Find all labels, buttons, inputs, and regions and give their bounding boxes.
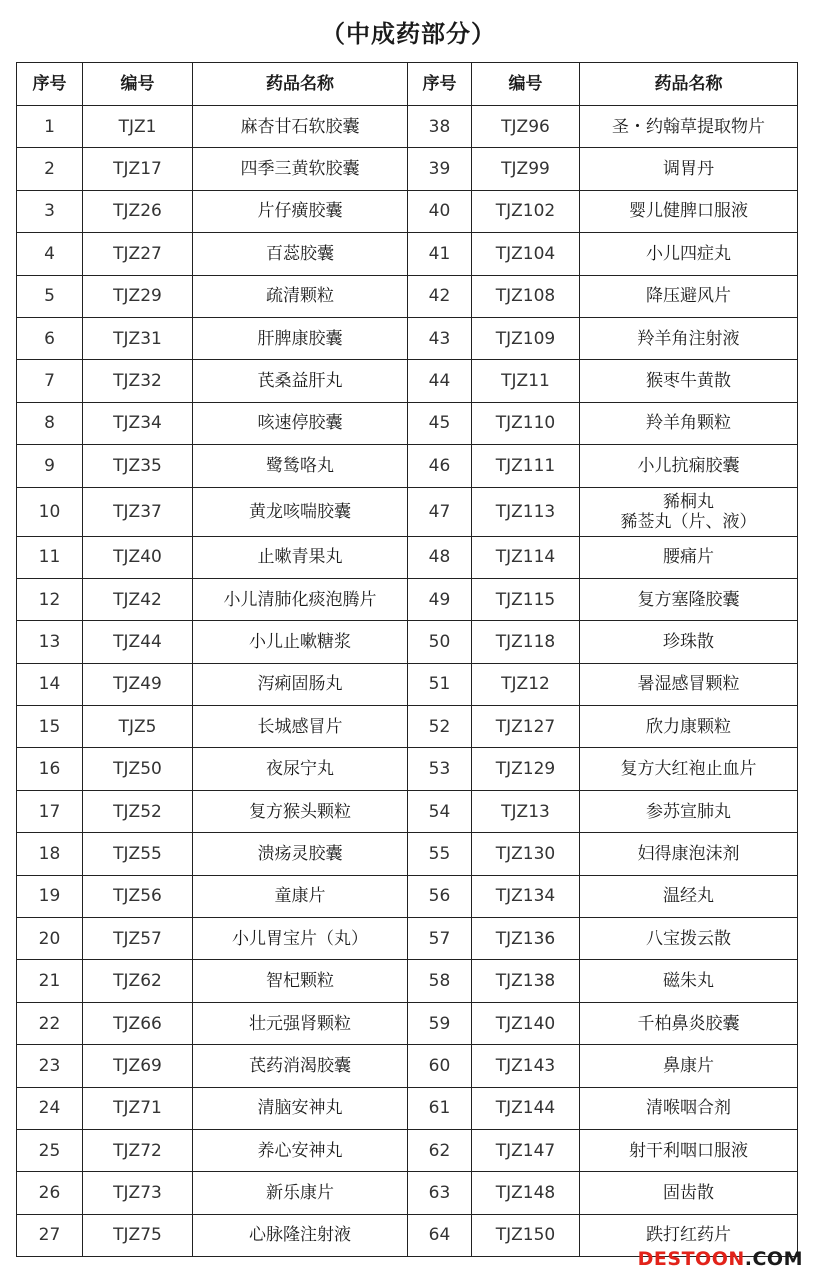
drug-name-cell	[193, 621, 408, 663]
table-row	[17, 578, 798, 620]
drug-name-line: 磁朱丸	[663, 971, 714, 992]
code-cell: TJZ96	[472, 106, 580, 148]
drug-name-cell	[580, 275, 798, 317]
drug-name-line: 小儿抗痫胶囊	[637, 455, 740, 476]
code-cell: TJZ150	[472, 1214, 580, 1256]
drug-name-line: 鹭鸶咯丸	[266, 455, 334, 476]
seq-cell: 64	[408, 1214, 472, 1256]
header-seq: 序号	[408, 63, 472, 106]
drug-name-cell	[580, 1087, 798, 1129]
drug-name-line: 小儿止嗽糖浆	[249, 631, 351, 652]
seq-cell: 16	[17, 748, 83, 790]
code-cell: TJZ13	[472, 790, 580, 832]
drug-name-cell	[580, 1129, 798, 1171]
code-cell: TJZ108	[472, 275, 580, 317]
drug-name-line: 芪药消渴胶囊	[249, 1055, 351, 1076]
seq-cell: 42	[408, 275, 472, 317]
drug-name-line: 小儿胃宝片（丸）	[232, 928, 368, 949]
code-cell: TJZ147	[472, 1129, 580, 1171]
drug-name-line: 新乐康片	[266, 1183, 334, 1204]
drug-name-line: 童康片	[274, 886, 326, 907]
drug-name-cell	[580, 148, 798, 190]
table-row	[17, 1045, 798, 1087]
seq-cell: 39	[408, 148, 472, 190]
drug-name-cell	[580, 536, 798, 578]
seq-cell: 17	[17, 790, 83, 832]
drug-name-line: 欣力康颗粒	[646, 716, 731, 737]
drug-name-cell	[580, 663, 798, 705]
drug-name-line: 疏清颗粒	[266, 286, 334, 307]
seq-cell: 19	[17, 875, 83, 917]
seq-cell: 3	[17, 190, 83, 232]
drug-name-cell	[580, 106, 798, 148]
code-cell: TJZ118	[472, 621, 580, 663]
seq-cell: 49	[408, 578, 472, 620]
seq-cell: 25	[17, 1129, 83, 1171]
seq-cell: 12	[17, 578, 83, 620]
header-code: 编号	[472, 63, 580, 106]
code-cell: TJZ115	[472, 578, 580, 620]
table-row	[17, 1087, 798, 1129]
drug-name-line: 羚羊角注射液	[637, 328, 740, 349]
table-row	[17, 960, 798, 1002]
seq-cell: 41	[408, 233, 472, 275]
drug-name-line: 腰痛片	[663, 547, 714, 568]
seq-cell: 46	[408, 445, 472, 487]
drug-name-cell	[193, 487, 408, 536]
drug-name-line: 止嗽青果丸	[257, 547, 343, 568]
table-row	[17, 148, 798, 190]
drug-name-cell	[580, 317, 798, 359]
drug-name-line: 复方塞隆胶囊	[637, 589, 740, 610]
seq-cell: 24	[17, 1087, 83, 1129]
drug-name-cell	[193, 663, 408, 705]
table-row	[17, 1002, 798, 1044]
drug-name-cell	[580, 621, 798, 663]
drug-name-line: 豨莶丸（片、液）	[620, 511, 757, 532]
drug-name-cell	[193, 360, 408, 402]
table-row	[17, 317, 798, 359]
drug-name-line: 射干利咽口服液	[629, 1140, 748, 1161]
code-cell: TJZ73	[83, 1172, 193, 1214]
code-cell: TJZ50	[83, 748, 193, 790]
drug-name-cell	[580, 190, 798, 232]
drug-name-cell	[580, 1002, 798, 1044]
drug-name-line: 溃疡灵胶囊	[257, 843, 343, 864]
code-cell: TJZ55	[83, 833, 193, 875]
drug-name-line: 八宝拨云散	[646, 928, 731, 949]
drug-name-cell	[193, 960, 408, 1002]
code-cell: TJZ42	[83, 578, 193, 620]
drug-name-cell	[193, 190, 408, 232]
seq-cell: 63	[408, 1172, 472, 1214]
drug-name-cell	[193, 1002, 408, 1044]
drug-name-line: 复方猴头颗粒	[249, 801, 351, 822]
code-cell: TJZ52	[83, 790, 193, 832]
table-row	[17, 536, 798, 578]
seq-cell: 52	[408, 706, 472, 748]
code-cell: TJZ56	[83, 875, 193, 917]
code-cell: TJZ26	[83, 190, 193, 232]
drug-name-cell	[193, 790, 408, 832]
code-cell: TJZ71	[83, 1087, 193, 1129]
drug-name-line: 降压避风片	[646, 286, 731, 307]
seq-cell: 8	[17, 402, 83, 444]
drug-name-cell	[580, 1045, 798, 1087]
drug-name-line: 复方大红袍止血片	[620, 759, 757, 780]
drug-name-cell	[193, 1172, 408, 1214]
table-row	[17, 106, 798, 148]
table-row	[17, 663, 798, 705]
table-row	[17, 445, 798, 487]
code-cell: TJZ109	[472, 317, 580, 359]
drug-name-cell	[580, 360, 798, 402]
code-cell: TJZ114	[472, 536, 580, 578]
drug-name-line: 泻痢固肠丸	[257, 674, 343, 695]
drug-name-line: 妇得康泡沫剂	[637, 843, 740, 864]
drug-name-line: 调胃丹	[663, 159, 714, 180]
drug-name-line: 婴儿健脾口服液	[629, 201, 748, 222]
code-cell: TJZ37	[83, 487, 193, 536]
table-header-row	[17, 63, 798, 106]
code-cell: TJZ69	[83, 1045, 193, 1087]
table-row	[17, 1172, 798, 1214]
drug-name-line: 百蕊胶囊	[266, 243, 334, 264]
header-name: 药品名称	[193, 63, 408, 106]
seq-cell: 2	[17, 148, 83, 190]
code-cell: TJZ138	[472, 960, 580, 1002]
drug-name-line: 小儿清肺化痰泡腾片	[223, 589, 377, 610]
seq-cell: 22	[17, 1002, 83, 1044]
drug-name-line: 咳速停胶囊	[257, 413, 343, 434]
seq-cell: 48	[408, 536, 472, 578]
seq-cell: 60	[408, 1045, 472, 1087]
seq-cell: 15	[17, 706, 83, 748]
drug-name-line: 片仔癀胶囊	[257, 201, 343, 222]
seq-cell: 10	[17, 487, 83, 536]
table-row	[17, 918, 798, 960]
code-cell: TJZ27	[83, 233, 193, 275]
seq-cell: 1	[17, 106, 83, 148]
seq-cell: 44	[408, 360, 472, 402]
seq-cell: 53	[408, 748, 472, 790]
seq-cell: 50	[408, 621, 472, 663]
drug-name-cell	[193, 233, 408, 275]
drug-name-line: 壮元强肾颗粒	[249, 1013, 351, 1034]
table-row	[17, 875, 798, 917]
code-cell: TJZ99	[472, 148, 580, 190]
code-cell: TJZ5	[83, 706, 193, 748]
drug-name-line: 珍珠散	[663, 631, 714, 652]
code-cell: TJZ40	[83, 536, 193, 578]
seq-cell: 20	[17, 918, 83, 960]
code-cell: TJZ1	[83, 106, 193, 148]
seq-cell: 38	[408, 106, 472, 148]
code-cell: TJZ12	[472, 663, 580, 705]
code-cell: TJZ57	[83, 918, 193, 960]
code-cell: TJZ136	[472, 918, 580, 960]
drug-name-line: 圣・约翰草提取物片	[612, 116, 765, 137]
drug-name-cell	[193, 833, 408, 875]
drug-name-cell	[580, 875, 798, 917]
drug-name-line: 长城感冒片	[257, 716, 343, 737]
seq-cell: 47	[408, 487, 472, 536]
drug-name-line: 温经丸	[663, 886, 714, 907]
table-row	[17, 748, 798, 790]
table-row	[17, 360, 798, 402]
drug-name-cell	[580, 1172, 798, 1214]
drug-name-cell	[193, 275, 408, 317]
seq-cell: 9	[17, 445, 83, 487]
code-cell: TJZ143	[472, 1045, 580, 1087]
code-cell: TJZ31	[83, 317, 193, 359]
seq-cell: 18	[17, 833, 83, 875]
table-row	[17, 190, 798, 232]
code-cell: TJZ49	[83, 663, 193, 705]
seq-cell: 55	[408, 833, 472, 875]
drug-name-line: 养心安神丸	[257, 1140, 343, 1161]
header-code: 编号	[83, 63, 193, 106]
code-cell: TJZ148	[472, 1172, 580, 1214]
drug-name-cell	[193, 706, 408, 748]
drug-name-line: 清喉咽合剂	[646, 1098, 731, 1119]
drug-name-cell	[580, 445, 798, 487]
seq-cell: 13	[17, 621, 83, 663]
code-cell: TJZ35	[83, 445, 193, 487]
drug-table	[16, 62, 798, 1257]
drug-name-cell	[580, 918, 798, 960]
drug-name-cell	[193, 1087, 408, 1129]
header-name: 药品名称	[580, 63, 798, 106]
table-row	[17, 487, 798, 536]
seq-cell: 62	[408, 1129, 472, 1171]
drug-name-cell	[580, 402, 798, 444]
seq-cell: 5	[17, 275, 83, 317]
seq-cell: 26	[17, 1172, 83, 1214]
drug-name-line: 麻杏甘石软胶囊	[240, 116, 360, 137]
seq-cell: 40	[408, 190, 472, 232]
drug-name-cell	[193, 578, 408, 620]
seq-cell: 11	[17, 536, 83, 578]
seq-cell: 7	[17, 360, 83, 402]
seq-cell: 27	[17, 1214, 83, 1256]
drug-name-cell	[193, 445, 408, 487]
seq-cell: 21	[17, 960, 83, 1002]
drug-name-line: 固齿散	[663, 1183, 714, 1204]
code-cell: TJZ129	[472, 748, 580, 790]
drug-name-cell	[580, 706, 798, 748]
code-cell: TJZ32	[83, 360, 193, 402]
code-cell: TJZ72	[83, 1129, 193, 1171]
drug-name-cell	[193, 875, 408, 917]
table-row	[17, 1129, 798, 1171]
drug-name-cell	[193, 1214, 408, 1256]
page-title: （中成药部分）	[321, 19, 496, 48]
drug-name-line: 猴枣牛黄散	[646, 371, 731, 392]
drug-name-line: 小儿四症丸	[646, 243, 731, 264]
code-cell: TJZ113	[472, 487, 580, 536]
table-row	[17, 233, 798, 275]
drug-name-line: 鼻康片	[663, 1055, 714, 1076]
seq-cell: 57	[408, 918, 472, 960]
drug-name-line: 羚羊角颗粒	[646, 413, 731, 434]
seq-cell: 56	[408, 875, 472, 917]
seq-cell: 45	[408, 402, 472, 444]
drug-name-line: 暑湿感冒颗粒	[637, 674, 740, 695]
code-cell: TJZ62	[83, 960, 193, 1002]
drug-name-cell	[193, 106, 408, 148]
code-cell: TJZ34	[83, 402, 193, 444]
drug-name-line: 跌打红药片	[646, 1225, 731, 1246]
code-cell: TJZ102	[472, 190, 580, 232]
table-row	[17, 833, 798, 875]
drug-name-cell	[580, 960, 798, 1002]
drug-name-line: 芪桑益肝丸	[257, 371, 343, 392]
code-cell: TJZ11	[472, 360, 580, 402]
seq-cell: 58	[408, 960, 472, 1002]
drug-name-cell	[193, 402, 408, 444]
drug-name-cell	[193, 317, 408, 359]
drug-name-cell	[580, 748, 798, 790]
code-cell: TJZ104	[472, 233, 580, 275]
drug-name-line: 四季三黄软胶囊	[240, 159, 360, 180]
seq-cell: 4	[17, 233, 83, 275]
code-cell: TJZ140	[472, 1002, 580, 1044]
code-cell: TJZ66	[83, 1002, 193, 1044]
drug-name-line: 清脑安神丸	[257, 1098, 343, 1119]
code-cell: TJZ134	[472, 875, 580, 917]
code-cell: TJZ17	[83, 148, 193, 190]
code-cell: TJZ111	[472, 445, 580, 487]
seq-cell: 54	[408, 790, 472, 832]
code-cell: TJZ110	[472, 402, 580, 444]
seq-cell: 23	[17, 1045, 83, 1087]
seq-cell: 51	[408, 663, 472, 705]
seq-cell: 43	[408, 317, 472, 359]
drug-name-cell	[580, 233, 798, 275]
table-row	[17, 621, 798, 663]
seq-cell: 14	[17, 663, 83, 705]
watermark-tld: .COM	[744, 1248, 803, 1270]
drug-name-cell	[193, 148, 408, 190]
code-cell: TJZ75	[83, 1214, 193, 1256]
seq-cell: 6	[17, 317, 83, 359]
drug-name-line: 肝脾康胶囊	[257, 328, 343, 349]
drug-name-cell	[193, 748, 408, 790]
drug-name-line: 参苏宣肺丸	[646, 801, 731, 822]
drug-name-cell	[193, 536, 408, 578]
drug-name-line: 豨桐丸	[663, 491, 714, 512]
drug-name-cell	[580, 833, 798, 875]
code-cell: TJZ127	[472, 706, 580, 748]
table-row	[17, 275, 798, 317]
code-cell: TJZ130	[472, 833, 580, 875]
table-row	[17, 790, 798, 832]
table-body	[17, 106, 798, 1257]
table-row	[17, 402, 798, 444]
drug-name-line: 心脉隆注射液	[249, 1225, 351, 1246]
drug-name-cell	[193, 1129, 408, 1171]
drug-name-line: 黄龙咳喘胶囊	[249, 501, 351, 522]
seq-cell: 59	[408, 1002, 472, 1044]
drug-name-line: 智杞颗粒	[266, 971, 334, 992]
drug-name-line: 夜尿宁丸	[266, 759, 334, 780]
code-cell: TJZ29	[83, 275, 193, 317]
header-seq: 序号	[17, 63, 83, 106]
code-cell: TJZ44	[83, 621, 193, 663]
watermark-logo	[638, 1248, 803, 1270]
table-row	[17, 706, 798, 748]
drug-name-cell	[580, 487, 798, 536]
drug-name-cell	[193, 1045, 408, 1087]
drug-name-cell	[193, 918, 408, 960]
drug-name-line: 千柏鼻炎胶囊	[637, 1013, 740, 1034]
code-cell: TJZ144	[472, 1087, 580, 1129]
drug-name-cell	[580, 790, 798, 832]
seq-cell: 61	[408, 1087, 472, 1129]
watermark-main: DESTOON	[637, 1248, 745, 1270]
drug-name-cell	[580, 578, 798, 620]
